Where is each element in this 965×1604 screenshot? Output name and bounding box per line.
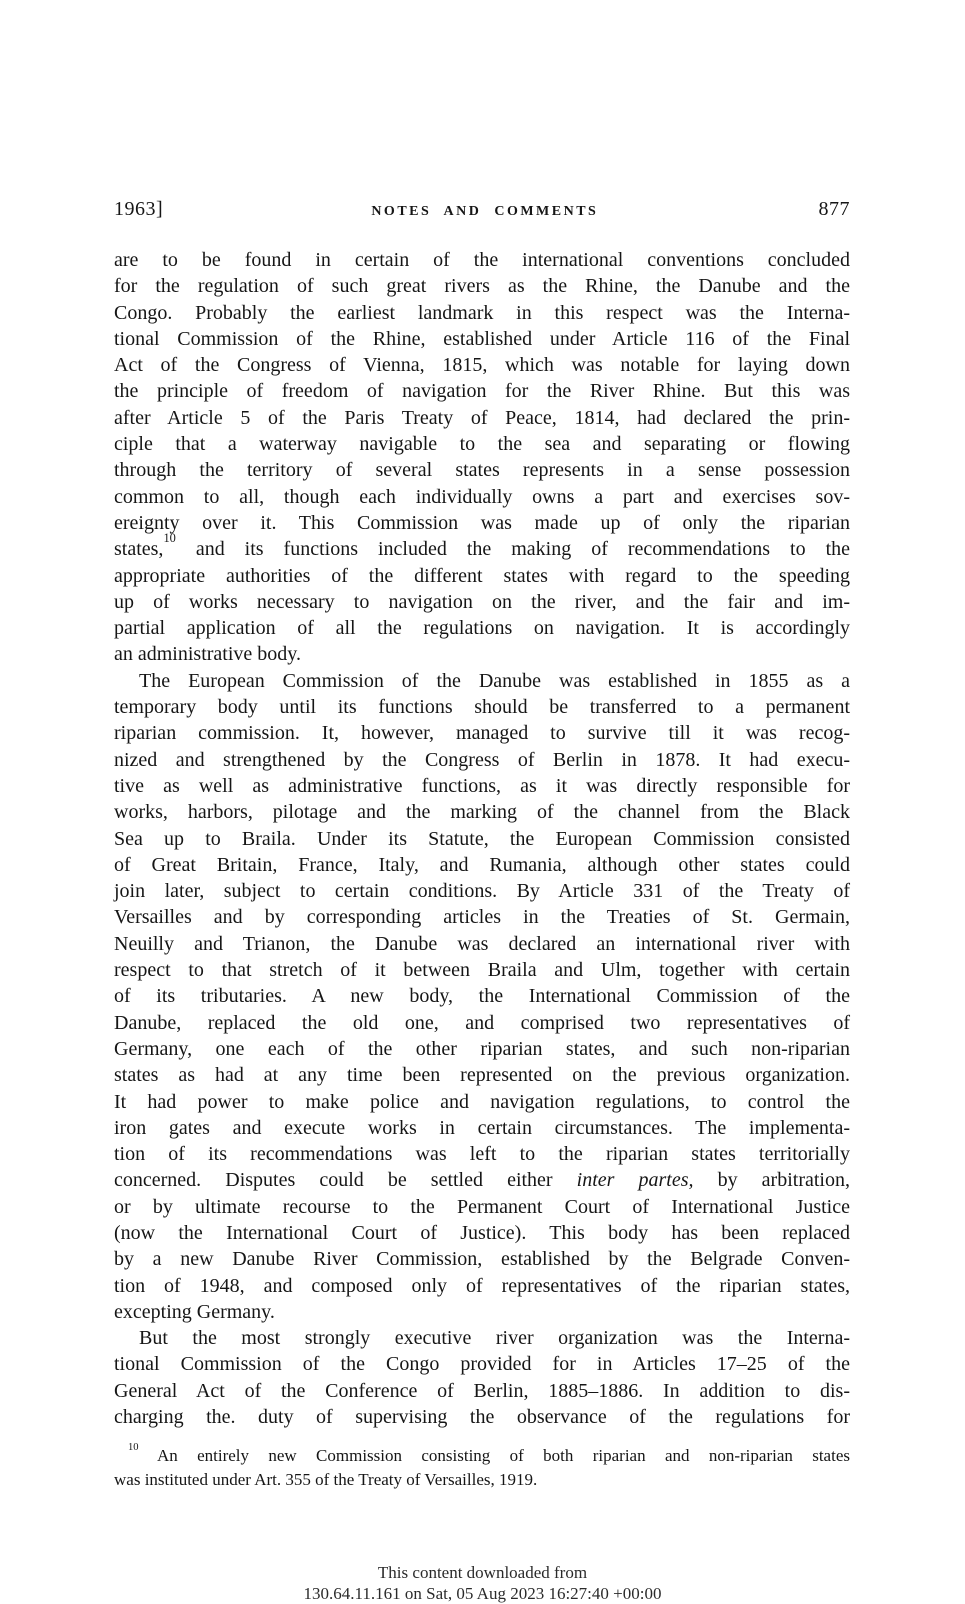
- text-line: respect to that stretch of it between Braila and Ulm, together with certain: [114, 959, 850, 982]
- text-line: temporary body until its functions should be transferred to a permanent: [114, 696, 850, 719]
- paragraph: [114, 247, 850, 668]
- text-line: an administrative body.: [114, 643, 301, 666]
- text-line: The European Commission of the Danube was established in 1855 as a: [139, 669, 850, 692]
- header-page-number: 877: [818, 198, 850, 220]
- text-line: appropriate authorities of the different states with regard to the speeding: [114, 564, 850, 587]
- text-line: tional Commission of the Congo provided for in Articles 17–25 of the: [114, 1353, 850, 1376]
- page-header: [114, 198, 850, 221]
- journal-page: [114, 198, 850, 1491]
- text-line: Germany, one each of the other riparian states, and such non-riparian: [114, 1037, 850, 1060]
- text-line: excepting Germany.: [114, 1300, 275, 1323]
- text-line: of Great Britain, France, Italy, and Rumania, although other states could: [114, 853, 850, 876]
- text-line: Neuilly and Trianon, the Danube was declared an international river with: [114, 932, 850, 955]
- text-line: tive as well as administrative functions, as it was directly responsible for: [114, 774, 850, 797]
- text-line: Act of the Congress of Vienna, 1815, which was notable for laying down: [114, 354, 850, 377]
- text-line: But the most strongly executive river organization was the Interna-: [139, 1327, 850, 1350]
- footnote-line: was instituted under Art. 355 of the Treaty of Versailles, 1919.: [114, 1469, 538, 1489]
- download-notice-line-2: 130.64.11.161 on Sat, 05 Aug 2023 16:27:40 +00:00: [303, 1584, 662, 1603]
- text-line: of its tributaries. A new body, the International Commission of the: [114, 985, 850, 1008]
- text-line: join later, subject to certain conditions. By Article 331 of the Treaty of: [114, 880, 850, 903]
- text-line: Danube, replaced the old one, and comprised two representatives of: [114, 1011, 850, 1034]
- text-line: concerned. Disputes could be settled either inter partes, by arbitration,: [114, 1169, 850, 1192]
- text-line: ereignty over it. This Commission was made up of only the riparian: [114, 511, 850, 534]
- text-line: tion of its recommendations was left to the riparian states territorially: [114, 1143, 850, 1166]
- text-line: It had power to make police and navigation regulations, to control the: [114, 1090, 850, 1113]
- text-line: are to be found in certain of the international conventions concluded: [114, 249, 850, 271]
- text-line: Sea up to Braila. Under its Statute, the European Commission consisted: [114, 827, 850, 850]
- text-line: by a new Danube River Commission, established by the Belgrade Conven-: [114, 1248, 850, 1271]
- text-line: or by ultimate recourse to the Permanent Court of International Justice: [114, 1195, 850, 1218]
- text-line: works, harbors, pilotage and the marking of the channel from the Black: [114, 801, 850, 824]
- text-line: nized and strengthened by the Congress of Berlin in 1878. It had execu-: [114, 748, 850, 771]
- text-line: iron gates and execute works in certain circumstances. The implementa-: [114, 1116, 850, 1139]
- text-line: charging the. duty of supervising the observance of the regulations for: [114, 1406, 850, 1429]
- text-line: tional Commission of the Rhine, established under Article 116 of the Final: [114, 327, 850, 350]
- running-title: NOTES AND COMMENTS: [371, 204, 599, 219]
- text-line: up of works necessary to navigation on the river, and the fair and im-: [114, 590, 850, 613]
- download-notice-line-1: This content downloaded from: [377, 1563, 588, 1582]
- download-notice: [0, 1562, 965, 1604]
- text-line: states as had at any time been represented on the previous organization.: [114, 1064, 850, 1087]
- text-line: for the regulation of such great rivers as the Rhine, the Danube and the: [114, 275, 850, 298]
- paragraph: [114, 1325, 850, 1430]
- text-line: common to all, though each individually owns a part and exercises sov-: [114, 485, 850, 508]
- text-line: ciple that a waterway navigable to the sea and separating or flowing: [114, 433, 850, 456]
- text-line: Versailles and by corresponding articles in the Treaties of St. Germain,: [114, 906, 850, 929]
- text-line: states,$^{10}$ and its functions included the making of recommendations to the: [114, 531, 850, 561]
- body-text: [114, 247, 850, 1430]
- text-line: (now the International Court of Justice). This body has been replaced: [114, 1221, 850, 1244]
- text-line: partial application of all the regulations on navigation. It is accordingly: [114, 617, 850, 640]
- text-line: Congo. Probably the earliest landmark in this respect was the Interna-: [114, 301, 850, 324]
- text-line: the principle of freedom of navigation for the River Rhine. But this was: [114, 380, 850, 403]
- footnote: [114, 1441, 850, 1491]
- text-line: General Act of the Conference of Berlin, 1885–1886. In addition to dis-: [114, 1379, 850, 1402]
- text-line: through the territory of several states represents in a sense possession: [114, 459, 850, 482]
- paragraph: [114, 668, 850, 1325]
- text-line: after Article 5 of the Paris Treaty of Peace, 1814, had declared the prin-: [114, 406, 850, 429]
- footnote-line: $^{10}$ An entirely new Commission consisting of both riparian and non-riparian states: [128, 1441, 850, 1466]
- header-year: 1963]: [114, 198, 164, 220]
- text-line: tion of 1948, and composed only of representatives of the riparian states,: [114, 1274, 850, 1297]
- text-line: riparian commission. It, however, managed to survive till it was recog-: [114, 722, 850, 745]
